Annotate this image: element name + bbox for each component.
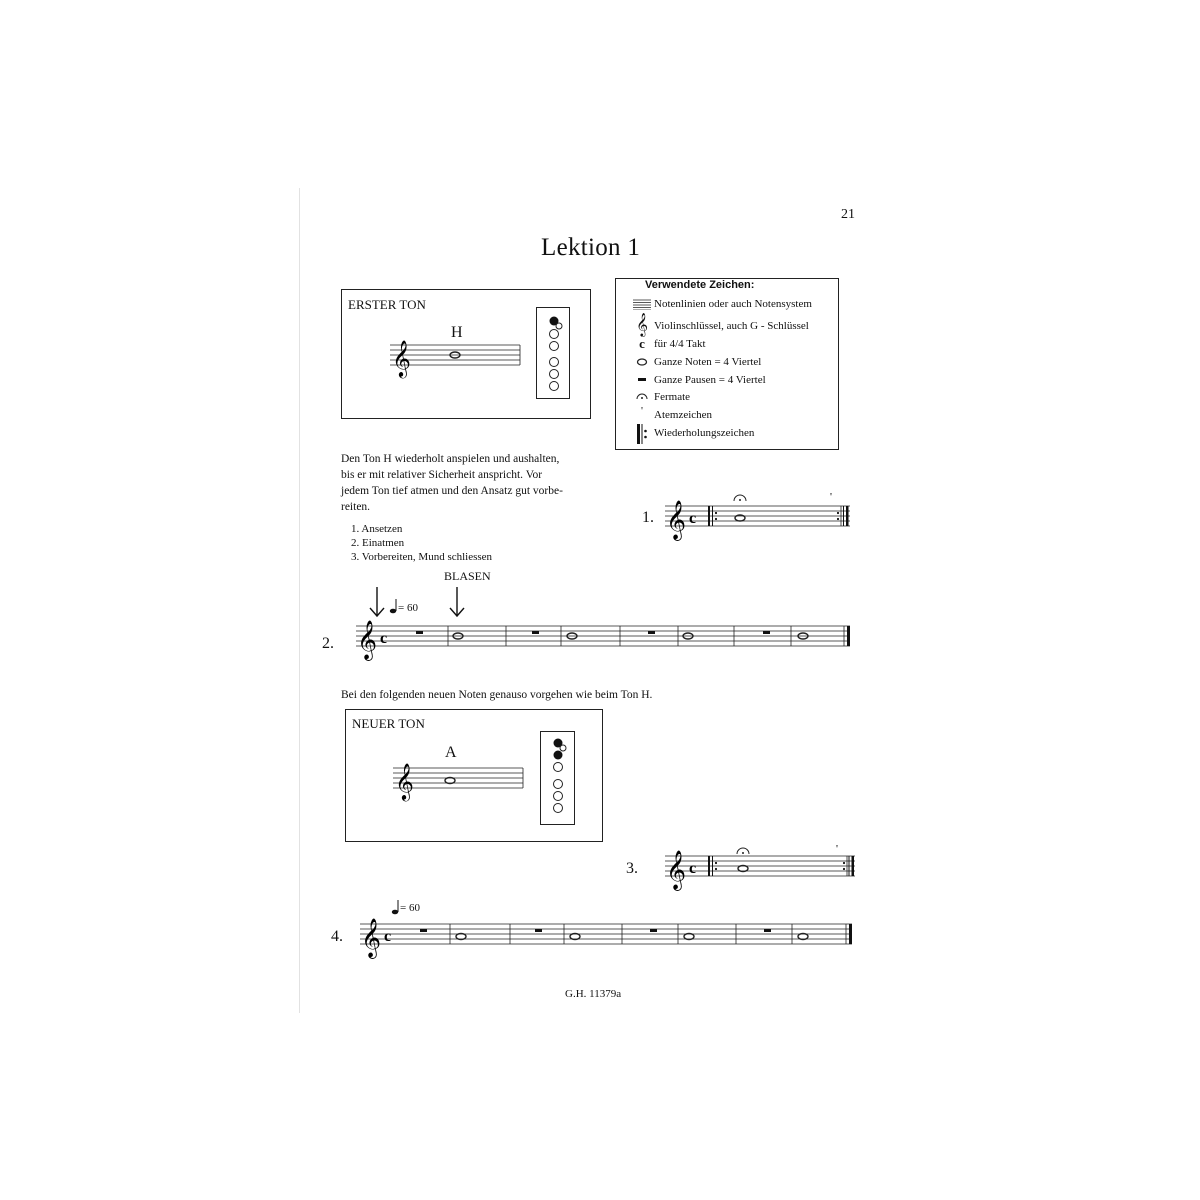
steps-list [351,522,492,564]
first-tone-note-name: H [451,324,463,341]
treble-clef-icon: 𝄞 [636,314,648,336]
treble-clef-icon: 𝄞 [392,340,411,376]
footer-code: G.H. 11379a [565,988,622,1000]
legend-item-fermata: Fermate [654,391,691,403]
tempo-marking: = 60 [400,902,420,914]
instruction-line: reiten. [341,501,371,513]
new-tone-label: NEUER TON [352,716,425,731]
exercise-number: 4. [331,928,343,945]
treble-clef-icon: 𝄞 [361,920,382,957]
new-tone-fingering-chart [540,731,575,825]
new-tone-note-name: A [445,744,457,761]
exercise-number: 3. [626,860,638,877]
legend-item-staff: Notenlinien oder auch Notensystem [654,298,812,310]
breath-mark-icon: ' [836,843,838,855]
exercise-1-staff [663,490,853,542]
legend-item-whole-note: Ganze Noten = 4 Viertel [654,356,762,368]
first-tone-staff [385,335,525,380]
breath-mark-icon: ' [830,491,832,503]
legend-item-breath: Atemzeichen [654,409,713,421]
blasen-label: BLASEN [444,569,491,583]
common-time-icon: c [689,860,697,877]
common-time-icon: c [384,928,392,945]
treble-clef-icon: 𝄞 [666,852,687,889]
legend-item-clef: Violinschlüssel, auch G - Schlüssel [654,320,809,332]
breath-mark-icon: ' [641,405,643,417]
page-title: Lektion 1 [541,234,641,261]
whole-rest-icon [633,371,651,387]
step-item: 1. Ansetzen [351,523,403,535]
tempo-marking: = 60 [398,602,418,614]
treble-clef-icon: 𝄞 [666,502,687,539]
instruction-paragraph [341,451,581,515]
first-tone-label: ERSTER TON [348,297,426,312]
common-time-icon: c [689,510,697,527]
legend-item-time: für 4/4 Takt [654,338,706,350]
repeat-sign-icon [633,424,651,448]
fermata-icon [633,389,651,405]
step-item: 2. Einatmen [351,537,405,549]
instruction-line: Den Ton H wiederholt anspielen und aushalten, [341,453,560,465]
exercise-number: 1. [642,509,654,526]
whole-note-icon [633,354,651,370]
treble-clef-icon: 𝄞 [357,622,378,659]
common-time-icon: c [380,630,388,647]
page-number: 21 [841,207,855,222]
legend-item-whole-rest: Ganze Pausen = 4 Viertel [654,374,766,386]
exercise-2-staff [354,614,854,664]
legend-title: Verwendete Zeichen: [645,279,755,291]
staff-lines-icon [633,298,651,314]
first-tone-fingering-chart [536,307,570,399]
new-tone-staff [388,758,528,806]
exercise-4-staff [358,912,856,962]
legend-item-repeat: Wiederholungszeichen [654,427,755,439]
step-item: 3. Vorbereiten, Mund schliessen [351,551,493,563]
transition-text: Bei den folgenden neuen Noten genauso vorgehen wie beim Ton H. [341,689,653,701]
exercise-3-staff [663,840,858,892]
instruction-line: bis er mit relativer Sicherheit anspricht. Vor [341,469,543,481]
exercise-number: 2. [322,635,334,652]
common-time-icon: c [639,336,645,351]
treble-clef-icon: 𝄞 [395,763,414,799]
instruction-line: jedem Ton tief atmen und den Ansatz gut vorbe- [341,485,563,497]
